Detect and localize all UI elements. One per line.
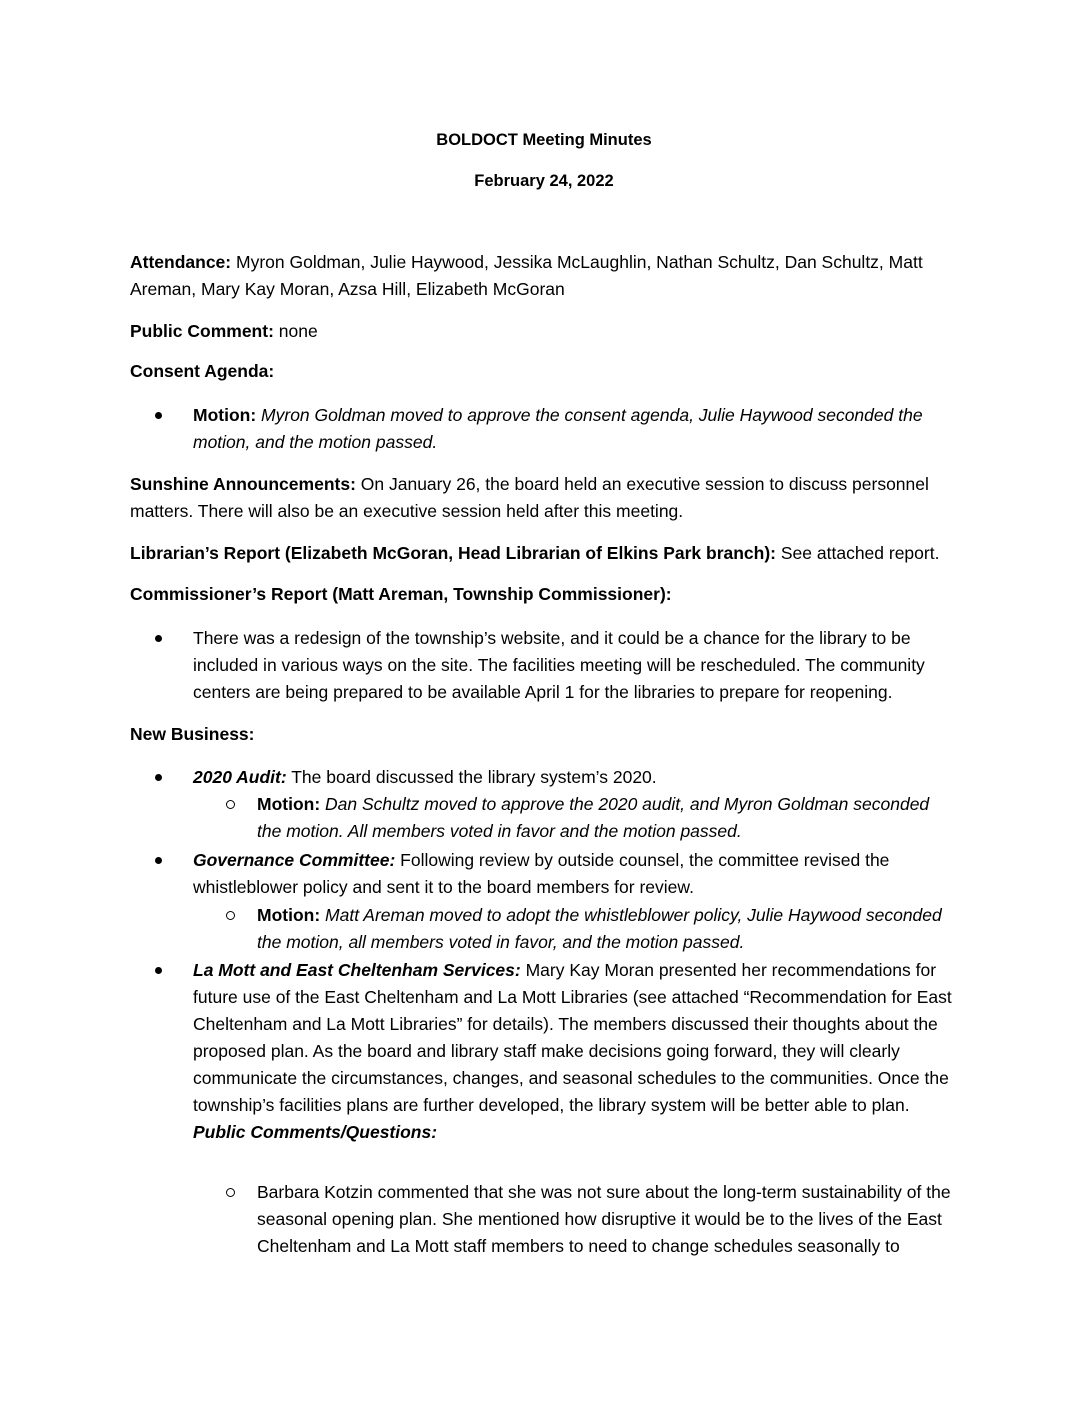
public-comment-1-text: Barbara Kotzin commented that she was not sure about the long-term sustainability of the seasonal opening plan. She mentioned how disruptive it would be to the lives of the East Cheltenham and La Mott staff members to need to change schedules seasonally to [257, 1182, 951, 1256]
librarian-report-text: See attached report. [776, 543, 940, 563]
consent-motion-text: Myron Goldman moved to approve the consent agenda, Julie Haywood seconded the motion, and the motion passed. [193, 405, 923, 452]
commissioner-report-text: There was a redesign of the township’s website, and it could be a chance for the library to be included in various ways on the site. The facilities meeting will be rescheduled. The community centers are being prepared to be available April 1 for the libraries to prepare for reopening. [193, 628, 925, 702]
attendance-text: Myron Goldman, Julie Haywood, Jessika McLaughlin, Nathan Schultz, Dan Schultz, Matt Areman, Mary Kay Moran, Azsa Hill, Elizabeth McGoran [130, 252, 923, 299]
bullet-icon [155, 774, 162, 781]
lamott-label: La Mott and East Cheltenham Services: [193, 960, 521, 980]
lamott-item [130, 957, 960, 1146]
audit-motion-label: Motion: [257, 794, 321, 814]
audit-motion-item [130, 791, 960, 845]
bullet-icon [155, 635, 162, 642]
audit-text: The board discussed the library system’s 2020. [286, 767, 657, 787]
attendance-paragraph [130, 249, 950, 303]
bullet-icon [155, 412, 162, 419]
sub-bullet-icon [226, 911, 235, 920]
public-comment-paragraph [130, 318, 950, 345]
public-comment-item [130, 1179, 960, 1260]
attendance-label: Attendance: [130, 252, 232, 272]
sub-bullet-icon [226, 1188, 235, 1197]
consent-motion-item [130, 402, 960, 456]
public-comment-label: Public Comment: [130, 321, 274, 341]
public-comment-text: none [273, 321, 318, 341]
sunshine-label: Sunshine Announcements: [130, 474, 356, 494]
audit-motion-text: Dan Schultz moved to approve the 2020 audit, and Myron Goldman seconded the motion. All members voted in favor and the motion passed. [257, 794, 930, 841]
sunshine-paragraph [130, 471, 950, 525]
librarian-report-paragraph [130, 540, 960, 567]
new-business-heading [130, 721, 950, 748]
governance-motion-item [130, 902, 960, 956]
governance-motion-text: Matt Areman moved to adopt the whistleblower policy, Julie Haywood seconded the motion, all members voted in favor, and the motion passed. [257, 905, 942, 952]
governance-text: Following review by outside counsel, the committee revised the whistleblower policy and sent it to the board members for review. [193, 850, 890, 897]
public-comments-label: Public Comments/Questions: [193, 1122, 438, 1142]
governance-motion-label: Motion: [257, 905, 321, 925]
governance-item [130, 847, 960, 901]
commissioner-report-label: Commissioner’s Report (Matt Areman, Township Commissioner): [130, 584, 672, 604]
bullet-icon [155, 967, 162, 974]
sunshine-text: On January 26, the board held an executive session to discuss personnel matters. There will also be an executive session held after this meeting. [130, 474, 929, 521]
librarian-report-label: Librarian’s Report (Elizabeth McGoran, Head Librarian of Elkins Park branch): [130, 543, 777, 563]
document-title: BOLDOCT Meeting Minutes [436, 131, 652, 149]
sub-bullet-icon [226, 800, 235, 809]
audit-label: 2020 Audit: [193, 767, 287, 787]
consent-agenda-label: Consent Agenda: [130, 361, 275, 381]
document-date: February 24, 2022 [474, 172, 614, 190]
audit-item [130, 764, 960, 791]
commissioner-report-heading [130, 581, 960, 608]
bullet-icon [155, 857, 162, 864]
governance-label: Governance Committee: [193, 850, 396, 870]
new-business-label: New Business: [130, 724, 255, 744]
consent-motion-label: Motion: [193, 405, 257, 425]
lamott-text: Mary Kay Moran presented her recommendations for future use of the East Cheltenham and La Mott Libraries (see attached “Recommendation for East Cheltenham and La Mott Libraries” for details). The members discussed their thoughts about the proposed plan. As the board and library staff make decisions going forward, they will clearly communicate the circumstances, changes, and seasonal schedules to the communities. Once the township’s facilities plans are further developed, the library system will be better able to plan. [193, 960, 952, 1115]
commissioner-report-item [130, 625, 960, 706]
consent-agenda-heading [130, 358, 950, 385]
